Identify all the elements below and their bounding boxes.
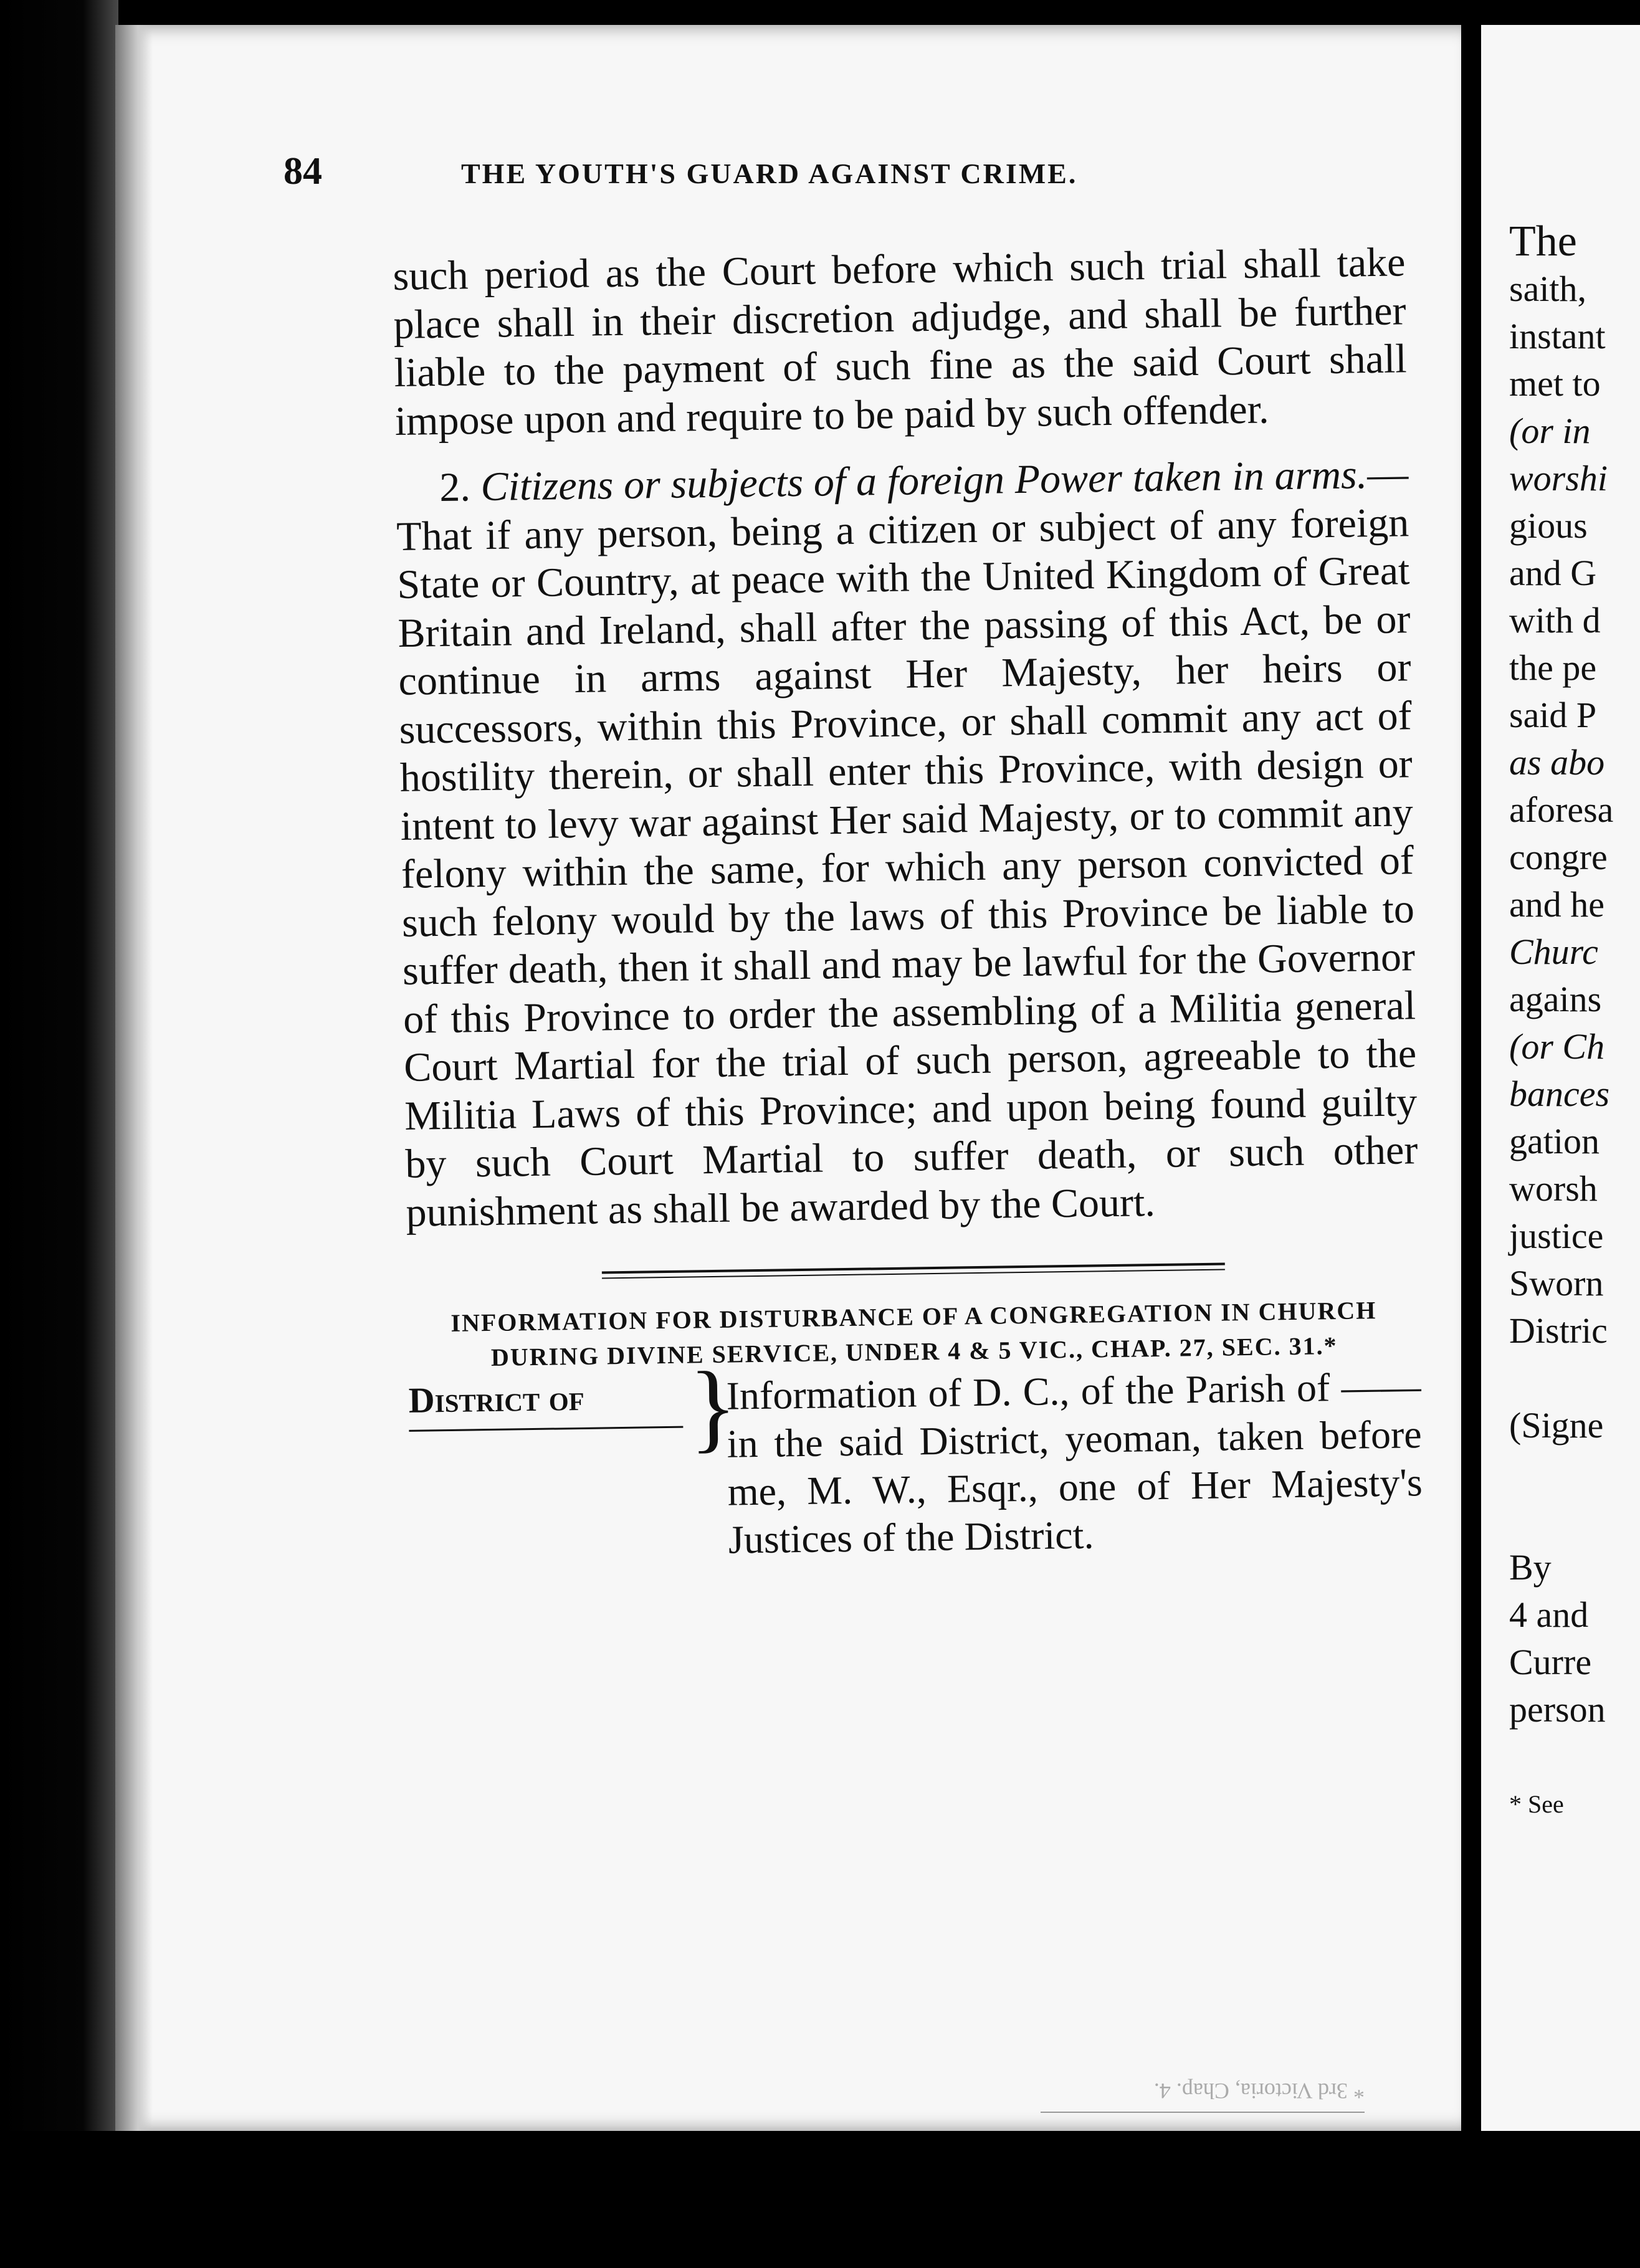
facing-line: congre	[1509, 837, 1608, 877]
facing-line: gious	[1509, 505, 1588, 546]
scan-border-left	[0, 0, 118, 2268]
brace-glyph: }	[688, 1350, 738, 1462]
facing-line: Curre	[1509, 1642, 1592, 1682]
facing-line: (Signe	[1509, 1405, 1604, 1446]
facing-page	[1481, 25, 1640, 2131]
district-label: District of	[408, 1373, 683, 1432]
facing-line: the pe	[1509, 647, 1597, 688]
facing-page-text	[1509, 218, 1613, 1828]
facing-line	[1509, 1733, 1613, 1781]
facing-line: Distric	[1509, 1310, 1608, 1351]
section-number: 2.	[439, 464, 471, 510]
footnote: * 3rd Victoria, Chap. 4.	[1041, 2078, 1365, 2113]
facing-line: The	[1509, 217, 1577, 265]
facing-line: and G	[1509, 553, 1597, 593]
section-paragraph	[396, 450, 1419, 1237]
facing-line: instant	[1509, 316, 1606, 356]
section-body: —That if any person, being a citizen or subject of any foreign State or Country, at peace with the United Kingdom of Great Britain and Ireland, shall after the passing of this Act, be or continue in arms against Her Majesty, her heirs or successors, within this Province, or shall commit any act of hostility therein, or shall enter this Province, with design or intent to levy war against Her said Majesty, or to commit any felony within the same, for which any person convicted of such felony would by the laws of this Province be liable to suffer death, then it shall and may be lawful for the Governor of this Province to order the assembling of a Militia general Court Martial for the trial of such person, agreeable to the Militia Laws of this Province; and upon being found guilty by such Court Martial to suffer death, or such other punishment as shall be awarded by the Court.	[396, 451, 1418, 1236]
facing-line: worshi	[1509, 458, 1608, 498]
facing-line	[1509, 1449, 1613, 1497]
running-title: THE YOUTH'S GUARD AGAINST CRIME.	[461, 158, 1078, 189]
facing-line: person	[1509, 1689, 1606, 1730]
facing-line: justice	[1509, 1216, 1604, 1256]
facing-line: Churc	[1509, 932, 1598, 972]
double-rule	[601, 1263, 1224, 1279]
facing-line: and he	[1509, 884, 1604, 925]
facing-line: (or in	[1509, 411, 1591, 451]
page-number: 84	[284, 150, 322, 193]
paragraph: such period as the Court before which such trial shall take place shall in their discretion adjudge, and shall be further liable to the payment of such fine as the said Court shall impose upon and require to be paid by such offender.	[393, 239, 1408, 444]
page-header	[284, 150, 1259, 212]
facing-line: met to	[1509, 363, 1601, 404]
facing-line: By	[1509, 1547, 1552, 1588]
body-text	[393, 238, 1423, 1568]
facing-line: with d	[1509, 600, 1601, 641]
facing-line: said P	[1509, 695, 1597, 735]
facing-line: gation	[1509, 1121, 1599, 1161]
facing-line: Sworn	[1509, 1263, 1604, 1303]
form-information-text: Information of D. C., of the Parish of —— in the said District, yeoman, taken before me, M. W., Esqr., one of Her Majesty's Justices of the District.	[726, 1364, 1423, 1562]
scan-border-bottom	[0, 2131, 1640, 2268]
facing-line: * See	[1509, 1790, 1564, 1818]
facing-line: (or Ch	[1509, 1026, 1605, 1067]
form-block	[408, 1350, 1423, 1568]
facing-line: aforesa	[1509, 789, 1614, 830]
page-binding-shadow	[115, 25, 153, 2131]
facing-line: as abo	[1509, 742, 1605, 783]
facing-line: agains	[1509, 979, 1602, 1019]
facing-line	[1509, 1497, 1613, 1544]
page-gutter	[1461, 0, 1481, 2268]
facing-line: bances	[1509, 1074, 1610, 1114]
facing-line: worsh	[1509, 1168, 1598, 1209]
section-heading: Citizens or subjects of a foreign Power taken in arms.	[480, 452, 1368, 510]
facing-line	[1509, 1355, 1613, 1402]
facing-line: saith,	[1509, 269, 1587, 309]
facing-line: 4 and	[1509, 1594, 1589, 1635]
form-title: INFORMATION FOR DISTURBANCE OF A CONGREGATION IN CHURCH DURING DIVINE SERVICE, UNDER 4 & 5 VIC., CHAP. 27, SEC. 31.*	[451, 1296, 1377, 1371]
